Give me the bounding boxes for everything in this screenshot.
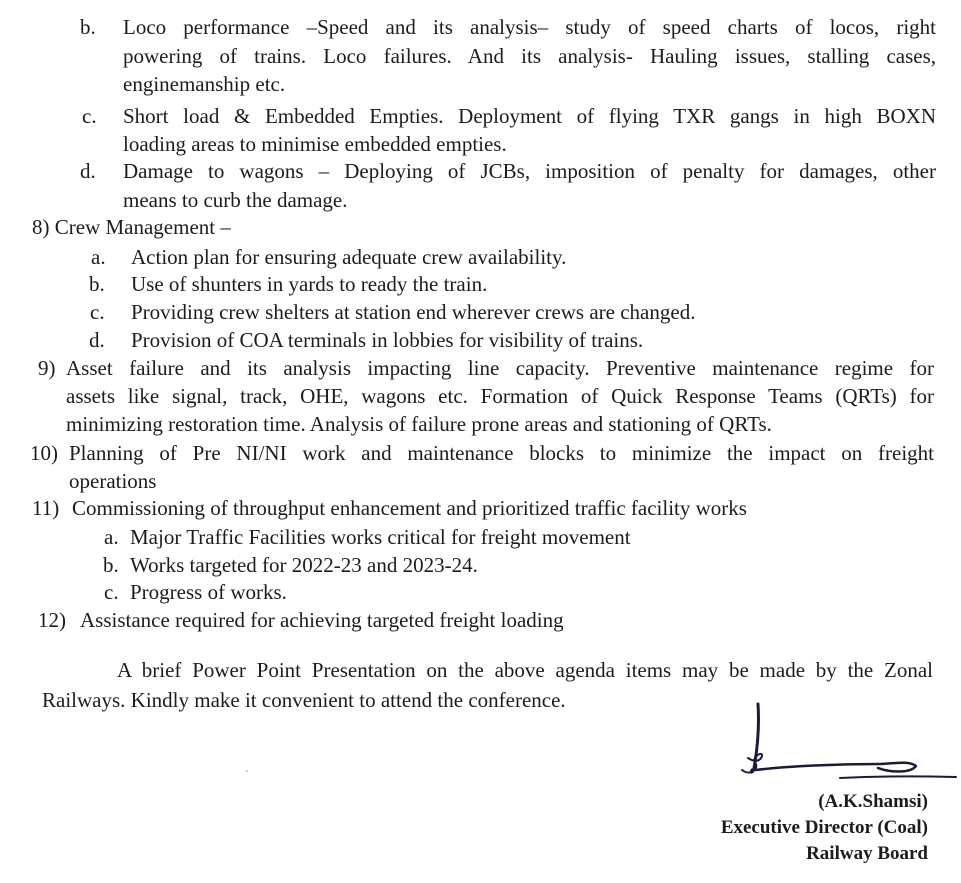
item-11-marker: 11) (32, 496, 60, 520)
item-8c-text: Providing crew shelters at station end wherever crews are changed. (131, 300, 696, 324)
handwritten-signature (728, 700, 961, 790)
item-11b-marker: b. (103, 553, 119, 577)
item-8d-text: Provision of COA terminals in lobbies for visibility of trains. (131, 328, 644, 352)
item-8b-marker: b. (89, 272, 105, 296)
item-marker-d: d. (80, 159, 96, 183)
item-11-text: Commissioning of throughput enhancement and prioritized traffic facility works (72, 496, 747, 520)
item-c-line-1: Short load & Embedded Empties. Deployment of flying TXR gangs in high BOXN (123, 104, 936, 128)
item-8a-text: Action plan for ensuring adequate crew availability. (131, 245, 567, 269)
item-11a-marker: a. (104, 525, 119, 549)
scan-speck (246, 770, 248, 772)
item-10-marker: 10) (30, 441, 58, 465)
item-12-text: Assistance required for achieving targeted freight loading (80, 608, 564, 632)
item-8a-marker: a. (91, 245, 106, 269)
closing-line-1: A brief Power Point Presentation on the above agenda items may be made by the Zonal (117, 658, 933, 682)
item-9-line-1: Asset failure and its analysis impacting line capacity. Preventive maintenance regime for (66, 356, 934, 380)
signature-strokes (742, 704, 956, 778)
item-d-line-2: means to curb the damage. (123, 188, 348, 212)
signatory-designation: Executive Director (Coal) (720, 817, 928, 838)
item-10-line-2: operations (69, 469, 157, 493)
item-9-line-2: assets like signal, track, OHE, wagons etc. Formation of Quick Response Teams (QRTs) for (66, 384, 934, 408)
item-8-heading: 8) Crew Management – (32, 215, 231, 239)
item-marker-c: c. (82, 104, 97, 128)
item-11c-marker: c. (104, 580, 119, 604)
item-9-line-3: minimizing restoration time. Analysis of failure prone areas and stationing of QRTs. (66, 412, 772, 436)
item-9-marker: 9) (38, 356, 56, 380)
signatory-block (721, 789, 928, 867)
item-11c-text: Progress of works. (130, 580, 287, 604)
signatory-name: (A.K.Shamsi) (818, 791, 928, 812)
item-11a-text: Major Traffic Facilities works critical for freight movement (130, 525, 631, 549)
item-b-line-3: enginemanship etc. (123, 72, 286, 96)
item-12-marker: 12) (38, 608, 66, 632)
item-8d-marker: d. (89, 328, 105, 352)
item-11b-text: Works targeted for 2022-23 and 2023-24. (130, 553, 478, 577)
item-8c-marker: c. (90, 300, 105, 324)
item-10-line-1: Planning of Pre NI/NI work and maintenance blocks to minimize the impact on freight (69, 441, 934, 465)
signatory-organization: Railway Board (806, 843, 928, 864)
item-c-line-2: loading areas to minimise embedded empties. (123, 132, 507, 156)
item-8b-text: Use of shunters in yards to ready the train. (131, 272, 488, 296)
closing-line-2: Railways. Kindly make it convenient to attend the conference. (42, 688, 566, 712)
item-marker-b: b. (80, 15, 96, 39)
item-b-line-1: Loco performance –Speed and its analysis– study of speed charts of locos, right (123, 15, 936, 39)
item-b-line-2: powering of trains. Loco failures. And its analysis- Hauling issues, stalling cases, (123, 44, 936, 68)
item-d-line-1: Damage to wagons – Deploying of JCBs, imposition of penalty for damages, other (123, 159, 936, 183)
